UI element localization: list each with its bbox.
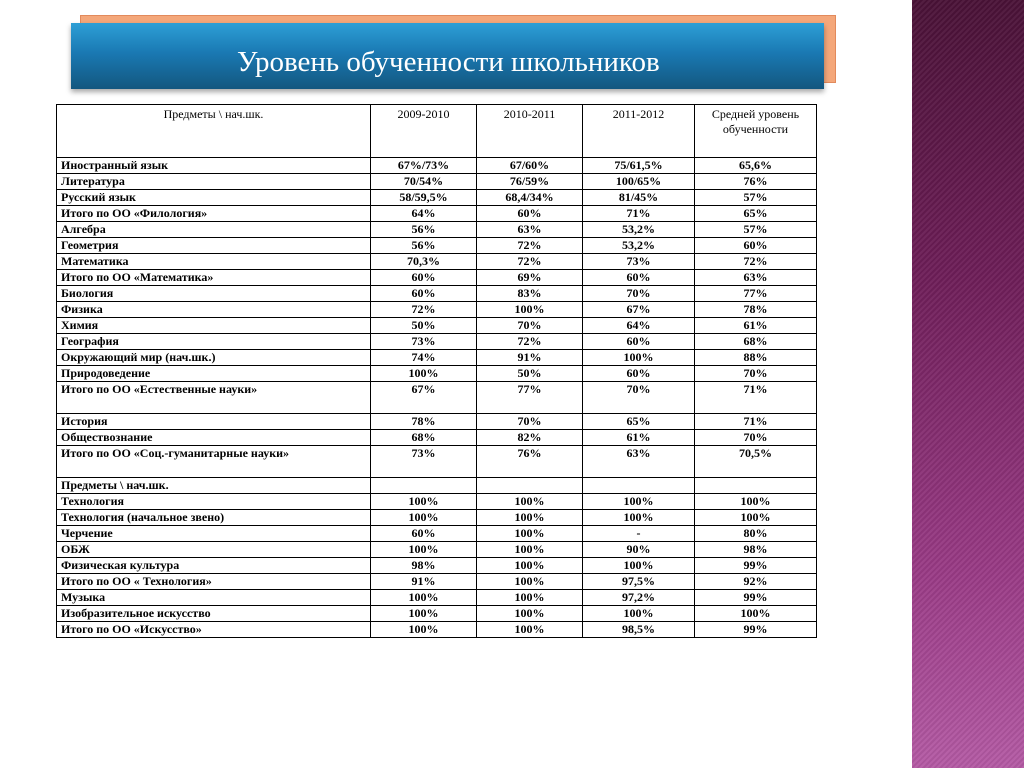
subject-cell: Изобразительное искусство (57, 606, 371, 622)
value-cell: 72% (477, 334, 583, 350)
value-cell: 63% (477, 222, 583, 238)
value-cell: 100% (477, 526, 583, 542)
value-cell: 100% (583, 350, 695, 366)
value-cell: 98% (371, 558, 477, 574)
value-cell: 99% (695, 622, 817, 638)
decorative-side-band (912, 0, 1024, 768)
value-cell: 100% (477, 622, 583, 638)
value-cell: 70% (583, 286, 695, 302)
value-cell: 100% (583, 494, 695, 510)
subject-cell: Итого по ОО «Филология» (57, 206, 371, 222)
value-cell: 61% (583, 430, 695, 446)
value-cell: 100% (371, 542, 477, 558)
value-cell (583, 478, 695, 494)
value-cell: 68% (371, 430, 477, 446)
subject-cell: География (57, 334, 371, 350)
value-cell: 100% (477, 510, 583, 526)
value-cell: 71% (695, 414, 817, 430)
value-cell: 73% (583, 254, 695, 270)
value-cell: 63% (583, 446, 695, 478)
subject-cell: Физика (57, 302, 371, 318)
value-cell: 100% (371, 494, 477, 510)
table-row (57, 286, 817, 302)
value-cell: 65% (583, 414, 695, 430)
value-cell: 70% (477, 318, 583, 334)
value-cell: - (583, 526, 695, 542)
value-cell: 98% (695, 542, 817, 558)
value-cell: 100% (695, 494, 817, 510)
subject-cell: Природоведение (57, 366, 371, 382)
value-cell: 67%/73% (371, 158, 477, 174)
value-cell: 71% (583, 206, 695, 222)
value-cell: 99% (695, 590, 817, 606)
table-row (57, 270, 817, 286)
table-row (57, 446, 817, 478)
value-cell: 100% (477, 302, 583, 318)
header-year-2011-2012: 2011-2012 (583, 105, 695, 158)
subject-cell: Математика (57, 254, 371, 270)
subject-cell: Иностранный язык (57, 158, 371, 174)
value-cell: 73% (371, 334, 477, 350)
table-row (57, 302, 817, 318)
value-cell: 100% (371, 622, 477, 638)
table-row (57, 318, 817, 334)
value-cell: 88% (695, 350, 817, 366)
value-cell: 97,2% (583, 590, 695, 606)
subject-cell: Физическая культура (57, 558, 371, 574)
value-cell: 100% (477, 590, 583, 606)
table-row (57, 574, 817, 590)
value-cell: 60% (371, 286, 477, 302)
value-cell: 71% (695, 382, 817, 414)
value-cell: 90% (583, 542, 695, 558)
value-cell: 60% (477, 206, 583, 222)
value-cell: 57% (695, 190, 817, 206)
value-cell: 60% (583, 270, 695, 286)
value-cell: 78% (695, 302, 817, 318)
value-cell (477, 478, 583, 494)
subject-cell: Музыка (57, 590, 371, 606)
value-cell: 70/54% (371, 174, 477, 190)
table-row (57, 366, 817, 382)
value-cell: 60% (371, 526, 477, 542)
subject-cell: Итого по ОО «Искусство» (57, 622, 371, 638)
subject-cell: Итого по ОО «Соц.-гуманитарные науки» (57, 446, 371, 478)
subject-cell: Черчение (57, 526, 371, 542)
subject-cell: Химия (57, 318, 371, 334)
results-table (56, 104, 817, 638)
value-cell: 91% (371, 574, 477, 590)
table-row (57, 606, 817, 622)
header-year-2009-2010: 2009-2010 (371, 105, 477, 158)
subject-cell: Предметы \ нач.шк. (57, 478, 371, 494)
table-row (57, 430, 817, 446)
value-cell: 68% (695, 334, 817, 350)
value-cell: 74% (371, 350, 477, 366)
value-cell: 77% (695, 286, 817, 302)
value-cell: 60% (583, 334, 695, 350)
subject-cell: Биология (57, 286, 371, 302)
value-cell: 76% (695, 174, 817, 190)
value-cell: 100% (477, 606, 583, 622)
value-cell: 56% (371, 222, 477, 238)
subject-cell: Литература (57, 174, 371, 190)
table-row (57, 174, 817, 190)
value-cell: 72% (477, 254, 583, 270)
table-row (57, 542, 817, 558)
value-cell: 65% (695, 206, 817, 222)
value-cell: 67% (583, 302, 695, 318)
value-cell: 75/61,5% (583, 158, 695, 174)
value-cell: 64% (371, 206, 477, 222)
value-cell: 69% (477, 270, 583, 286)
value-cell: 81/45% (583, 190, 695, 206)
value-cell: 76/59% (477, 174, 583, 190)
subject-cell: Русский язык (57, 190, 371, 206)
value-cell: 50% (477, 366, 583, 382)
value-cell: 100% (477, 558, 583, 574)
value-cell: 53,2% (583, 238, 695, 254)
value-cell: 100/65% (583, 174, 695, 190)
value-cell: 97,5% (583, 574, 695, 590)
value-cell: 100% (371, 590, 477, 606)
value-cell: 72% (695, 254, 817, 270)
table-row (57, 622, 817, 638)
value-cell: 53,2% (583, 222, 695, 238)
header-year-2010-2011: 2010-2011 (477, 105, 583, 158)
value-cell: 100% (583, 558, 695, 574)
value-cell: 100% (695, 606, 817, 622)
value-cell: 70% (583, 382, 695, 414)
value-cell: 99% (695, 558, 817, 574)
table-row (57, 478, 817, 494)
table-row (57, 494, 817, 510)
value-cell: 98,5% (583, 622, 695, 638)
value-cell: 92% (695, 574, 817, 590)
value-cell: 76% (477, 446, 583, 478)
value-cell: 60% (695, 238, 817, 254)
table-row (57, 382, 817, 414)
value-cell: 57% (695, 222, 817, 238)
value-cell: 100% (371, 606, 477, 622)
value-cell: 100% (371, 366, 477, 382)
value-cell (371, 478, 477, 494)
value-cell: 60% (583, 366, 695, 382)
subject-cell: Технология (57, 494, 371, 510)
value-cell: 65,6% (695, 158, 817, 174)
value-cell: 100% (695, 510, 817, 526)
subject-cell: Окружающий мир (нач.шк.) (57, 350, 371, 366)
value-cell: 70% (695, 430, 817, 446)
value-cell: 82% (477, 430, 583, 446)
value-cell: 100% (477, 494, 583, 510)
value-cell: 100% (371, 510, 477, 526)
value-cell: 72% (477, 238, 583, 254)
value-cell: 70% (477, 414, 583, 430)
subject-cell: История (57, 414, 371, 430)
table-row (57, 158, 817, 174)
table-row (57, 414, 817, 430)
table-row (57, 334, 817, 350)
value-cell: 100% (477, 542, 583, 558)
value-cell: 64% (583, 318, 695, 334)
subject-cell: Итого по ОО « Технология» (57, 574, 371, 590)
subject-cell: Итого по ОО «Математика» (57, 270, 371, 286)
value-cell: 72% (371, 302, 477, 318)
value-cell: 70% (695, 366, 817, 382)
table-row (57, 526, 817, 542)
table-header-row (57, 105, 817, 158)
table-row (57, 206, 817, 222)
subject-cell: Геометрия (57, 238, 371, 254)
value-cell: 68,4/34% (477, 190, 583, 206)
header-average-level: Средней уровень обученности (695, 105, 817, 158)
value-cell: 77% (477, 382, 583, 414)
value-cell (695, 478, 817, 494)
table-row (57, 350, 817, 366)
subject-cell: Технология (начальное звено) (57, 510, 371, 526)
table-row (57, 254, 817, 270)
value-cell: 78% (371, 414, 477, 430)
value-cell: 100% (583, 606, 695, 622)
value-cell: 63% (695, 270, 817, 286)
subject-cell: Алгебра (57, 222, 371, 238)
value-cell: 70,3% (371, 254, 477, 270)
value-cell: 67% (371, 382, 477, 414)
table-row (57, 558, 817, 574)
subject-cell: Обществознание (57, 430, 371, 446)
value-cell: 70,5% (695, 446, 817, 478)
header-subjects: Предметы \ нач.шк. (57, 105, 371, 158)
value-cell: 60% (371, 270, 477, 286)
subject-cell: Итого по ОО «Естественные науки» (57, 382, 371, 414)
value-cell: 67/60% (477, 158, 583, 174)
value-cell: 83% (477, 286, 583, 302)
table-row (57, 590, 817, 606)
value-cell: 61% (695, 318, 817, 334)
value-cell: 73% (371, 446, 477, 478)
table-row (57, 510, 817, 526)
table-row (57, 190, 817, 206)
value-cell: 91% (477, 350, 583, 366)
subject-cell: ОБЖ (57, 542, 371, 558)
slide-title: Уровень обученности школьников (237, 46, 660, 78)
value-cell: 58/59,5% (371, 190, 477, 206)
value-cell: 56% (371, 238, 477, 254)
value-cell: 50% (371, 318, 477, 334)
table-row (57, 238, 817, 254)
table-row (57, 222, 817, 238)
value-cell: 80% (695, 526, 817, 542)
value-cell: 100% (583, 510, 695, 526)
value-cell: 100% (477, 574, 583, 590)
